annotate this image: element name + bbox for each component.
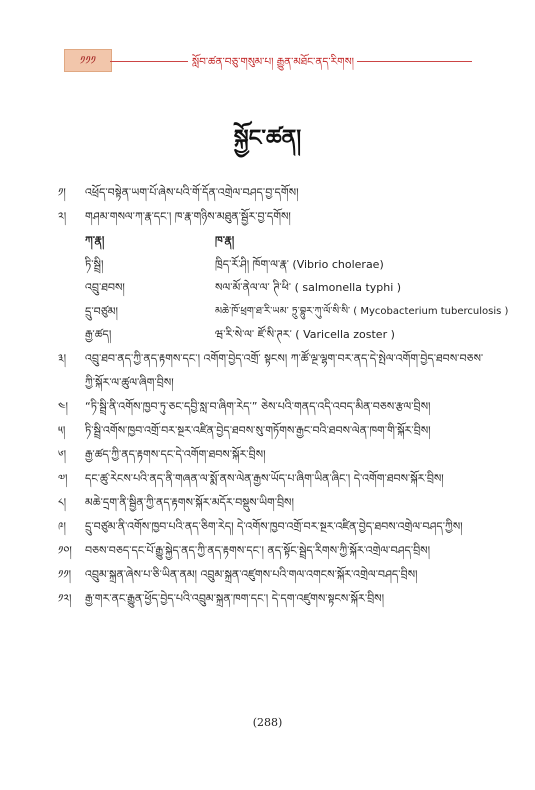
question-number: ༡༢། [58,591,72,605]
column-b-cell: སལ་མོ་ནེལ་ལ་ ཊི་ཕི་ ( salmonella typhi ) [215,281,402,294]
question-number: ༦། [58,447,67,461]
question [58,443,486,467]
question-text: འཕྲོད་བསྟེན་ཡག་པོ་ཞེས་པའི་གོ་དོན་འགྲེལ་བཤད་བྱ་དགོས། [85,186,299,199]
column-b-cell: ཝ་རི་སེ་ལ་ ཛོ་སི་ཊར་ ( Varicella zoster ) [215,328,395,341]
question [58,563,486,587]
question-number: ༣། [58,351,67,365]
question-number: ༨། [58,495,67,509]
chapter-title: སྐྱོང་ཚན། [233,126,302,151]
question-number: ༡། [58,186,66,199]
question-number: ༡༠། [58,543,72,557]
matching-header-row [58,229,486,253]
question-text: མཆེ་དྲག་ནི་སྦྱིན་ཀྱི་ནད་རྟགས་སྐོར་མདོར་བསྡུས་ཡིག་བྲིས། [85,495,294,509]
column-a-cell: ཏི་སྦྲི། [85,257,104,271]
question [58,467,486,491]
question-number: ༥། [58,423,66,437]
question-number: ༤། [58,399,68,413]
header-rule-right [357,61,472,62]
page-footer-number: (288) [252,716,283,729]
column-a-cell: དྲུ་བཙུམ། [85,304,118,318]
question-number: ༡༡། [58,567,72,581]
question [58,419,486,443]
question-text: དྲུ་བཙུམ་ནི་འགོས་ཁྱབ་པའི་ནད་ཅིག་རེད། དེ་འགོས་ཁྱབ་འགྲོ་བར་སྔར་འཛིན་བྱེད་ཐབས་འགྲེལ་བཤད་ཀྱིས། [85,519,463,533]
question [58,539,486,563]
matching-row [58,300,509,324]
question [58,181,486,205]
column-a-cell: རྒྱ་ཚད། [85,328,112,341]
column-a-cell: འབྲུ་ཐབས། [85,281,125,294]
matching-row [58,276,486,300]
column-b-cell: མཆེ་ཁོ་ཕྲག་ཐ་རི་ཡམ་ ཏྲུ་བྷུར་ཀུ་ལོ་སི་སི་ ( Mycobacterium tuberculosis ) [215,305,509,317]
question-text: ཏི་སྦྲི་འགོས་ཁྱབ་འགྲོ་བར་སྔར་འཛིན་བྱེད་ཐབས་སུ་གཏོགས་རྒྱང་བའི་ཐབས་ལེན་ཁག་གི་སྐོར་བྲིས། [85,423,431,437]
column-b-header: ཁ་རྣ། [215,234,235,247]
running-title: སློབ་ཚན་བཅུ་གསུམ་པ། རྒྱུན་མཐོང་ནད་རིགས། [192,56,354,68]
column-a-header: ཀ་རྣ། [85,234,105,247]
page-number-box: ༡༡༡ [64,49,112,72]
question-text: རྒྱ་ཚད་ཀྱི་ནད་རྟགས་དང་དེ་འགོག་ཐབས་སྐོར་བྲིས། [85,447,266,461]
question-text: དང་ཚུ་རེངས་པའི་ནད་ནི་གཞན་ལ་སྨོ་ནས་ལེན་རྒྱས་ཡོད་པ་ཞིག་ཡིན་ཞིང་། དེ་འགོག་ཐབས་སྐོར་བྲིས། [85,471,444,485]
matching-row [58,253,486,277]
question-text: འབྲུ་ཐབ་ནད་ཀྱི་ནད་རྟགས་དང་། འགོག་བྱེད་འགྲོ་ སྟངས། ཀ་ཚོ་ལྔ་ལྷག་བར་ནད་དེ་སྤེལ་འགོག་བྱེད་ཐབས་བཅས་ཀྱི་སྐོར་ལ་ཚུལ་ཞིག་བྲིས། [85,351,484,389]
question-text: “ཏི་སྦྲི་ནི་འགོས་ཁྱབ་ཏུ་ཅང་དབྱི་སླ་བ་ཞིག་རེད་” ཅེས་པའི་གནད་འདི་འབད་མིན་བཅས་རྩལ་བྲིས། [85,399,431,413]
header-rule-left [110,61,188,62]
question [58,395,486,419]
question-text: གཤམ་གསལ་ཀ་རྣ་དང་། ཁ་རྣ་གཉིས་མཐུན་སྦྱོར་བྱ་དགོས། [85,210,291,223]
matching-row [58,323,486,347]
question-number: ༢། [58,210,67,223]
question-text: རྒྱ་གར་ནང་རྒྱུན་ཕྱོད་བྱེད་པའི་འབྲུམ་སྐྲན་ཁག་དང་། དེ་དག་འཛུགས་སྟངས་སྐོར་བྲིས། [85,591,385,605]
question [58,205,486,229]
question-number: ༧། [58,471,68,485]
column-b-cell: ཁྲིད་རོ་ཤི། ཁོག་ལ་རྣ་ (Vibrio cholerae) [215,257,384,271]
question [58,347,486,395]
question-text: འབྲུམ་སྐྲན་ཞེས་པ་ཅི་ཡིན་ནམ། འབྲུམ་སྐྲན་འཛུགས་པའི་གལ་འགངས་སྐོར་འགྲེལ་བཤད་བྲིས། [85,567,418,581]
question [58,491,486,515]
question-number: ༩། [58,519,66,533]
question [58,515,486,539]
question-text: བཅས་བཅད་དང་པོ་རྒྱུ་སྐྱེད་ནད་ཀྱི་ནད་རྟགས་དང་། ནད་སྟོང་སྦྲེད་རིགས་ཀྱི་སྐོར་འགྲེལ་བཤད་བྲིས། [85,543,431,557]
exercise-body [58,181,509,611]
question [58,587,486,611]
